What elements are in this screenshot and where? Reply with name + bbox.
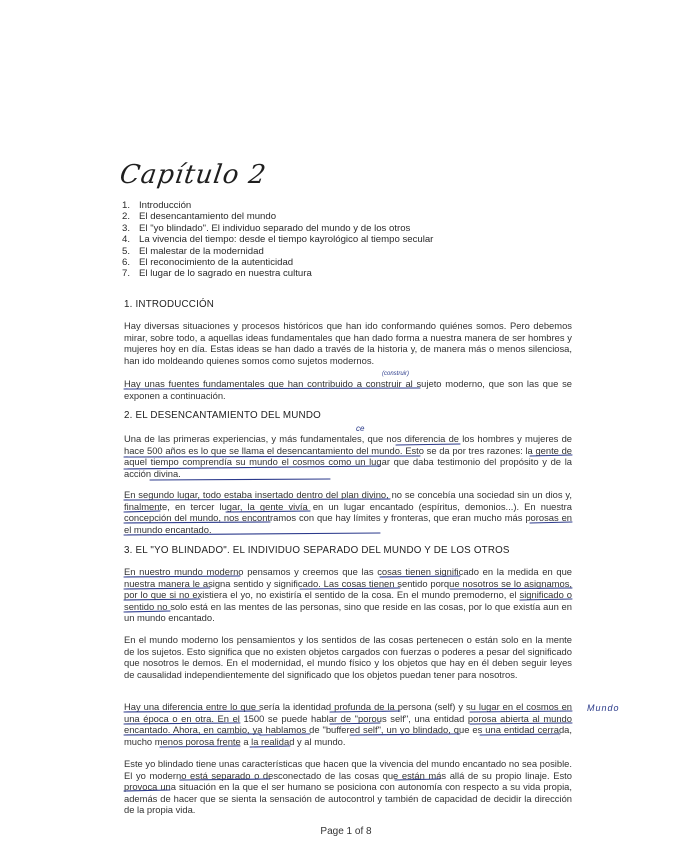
page-footer: Page 1 of 8 — [320, 826, 372, 837]
toc-label: El malestar de la modernidad — [139, 245, 264, 257]
toc-number: 4. — [122, 234, 131, 246]
paragraph: En el mundo moderno los pensamientos y los sentidos de las cosas pertenecen o están solo en la mente de los sujetos. Esto significa que no existen objetos cargados con fuerzas o poderes a pesar del significado que nosotros le demos. En el modernidad, el mundo físico y los objetos que hay en él deben seguir leyes de causalidad independientemente del significado que los objetos puedan tener para nosotros. — [124, 634, 572, 680]
paragraph: En segundo lugar, todo estaba insertado dentro del plan divino, no se concebía una sociedad sin un dios y, finalmente, en tercer lugar, la gente vivía en un lugar encantado (espíritus, demonios...). En nuestra concepción del mundo, nos encontramos con que hay límites y fronteras, que eran mucho más porosas en el mundo encantado. — [124, 489, 572, 535]
paragraph: En nuestro mundo moderno pensamos y creemos que las cosas tienen significado en la medida en que nuestra manera le asigna sentido y significado. Las cosas tienen sentido porque nosotros se lo asignamos, por lo que si no existiera el yo, no existiría el sentido de la cosa. En el mundo premoderno, el significado o sentido no solo está en las mentes de las personas, sino que reside en las cosas, por lo que existía aun en un mundo encantado. — [124, 566, 572, 624]
paragraph: Hay unas fuentes fundamentales que han contribuido a construir al sujeto moderno, que son las que se exponen a continuación. — [124, 378, 572, 401]
toc-label: La vivencia del tiempo: desde el tiempo kayrológico al tiempo secular — [139, 234, 434, 246]
toc-item — [122, 234, 433, 245]
toc-item — [122, 211, 433, 222]
toc-label: Introducción — [139, 200, 192, 211]
margin-annotation: Mundo — [587, 703, 620, 713]
toc-item — [122, 268, 433, 279]
section-heading-yo-blindado: 3. EL "YO BLINDADO". EL INDIVIDUO SEPARADO DEL MUNDO Y DE LOS OTROS — [124, 545, 510, 556]
paragraph: Hay diversas situaciones y procesos históricos que han ido conformando quiénes somos. Pero debemos mirar, sobre todo, a aquellas ideas fundamentales que han dado forma a nuestra manera de ser hombres y mujeres hoy en día. Estas ideas se han dado a través de la historia y, de manera más o menos silenciosa, han ido moldeando quienes somos como sujetos modernos. — [124, 320, 572, 366]
chapter-title: Capítulo 2 — [117, 160, 269, 190]
toc-item — [122, 200, 433, 211]
paragraph: Este yo blindado tiene unas características que hacen que la vivencia del mundo encantado no sea posible. El yo moderno está separado o desconectado de las cosas que están más allá de su propio linaje. Esto provoca una situación en la que el ser humano se posiciona con autonomía con respecto a su vida propia, además de hacer que se sienta la sensación de autocontrol y también de capacidad de decidir la dirección de la propia vida. — [124, 758, 572, 816]
paragraph: Una de las primeras experiencias, y más fundamentales, que nos diferencia de los hombres y mujeres de hace 500 años es lo que se llama el desencantamiento del mundo. Esto se da por tres razones: la gente de aquel tiempo comprendía su mundo el cosmos como un lugar que daba testimonio del propósito y de la acción divina. — [124, 433, 572, 479]
toc-item — [122, 223, 433, 234]
toc-number: 3. — [122, 222, 131, 234]
handwritten-annotation: (construir) — [382, 371, 410, 377]
section-heading-desencantamiento: 2. EL DESENCANTAMIENTO DEL MUNDO — [124, 410, 321, 421]
toc-label: El lugar de lo sagrado en nuestra cultura — [139, 268, 312, 280]
toc-number: 1. — [122, 200, 131, 211]
section-heading-introduccion: 1. INTRODUCCIÓN — [124, 299, 215, 310]
handwritten-annotation: ce — [356, 424, 365, 433]
toc-number: 5. — [122, 245, 131, 257]
toc-number: 7. — [122, 268, 131, 280]
paragraph: Hay una diferencia entre lo que sería la identidad profunda de la persona (self) y su lugar en el cosmos en una época o en otra. En el 1500 se puede hablar de "porous self", una entidad porosa abierta al mundo encantado. Ahora, en cambio, ya hablamos de "buffered self", un yo blindado, que es una entidad cerrada, mucho menos porosa frente a la realidad y al mundo. — [124, 701, 572, 747]
table-of-contents — [122, 200, 433, 280]
toc-label: El "yo blindado". El individuo separado del mundo y de los otros — [139, 222, 411, 234]
toc-label: El reconocimiento de la autenticidad — [139, 257, 294, 269]
toc-number: 6. — [122, 257, 131, 269]
toc-label: El desencantamiento del mundo — [139, 211, 277, 223]
toc-number: 2. — [122, 211, 131, 223]
toc-item — [122, 246, 433, 257]
toc-item — [122, 257, 433, 268]
